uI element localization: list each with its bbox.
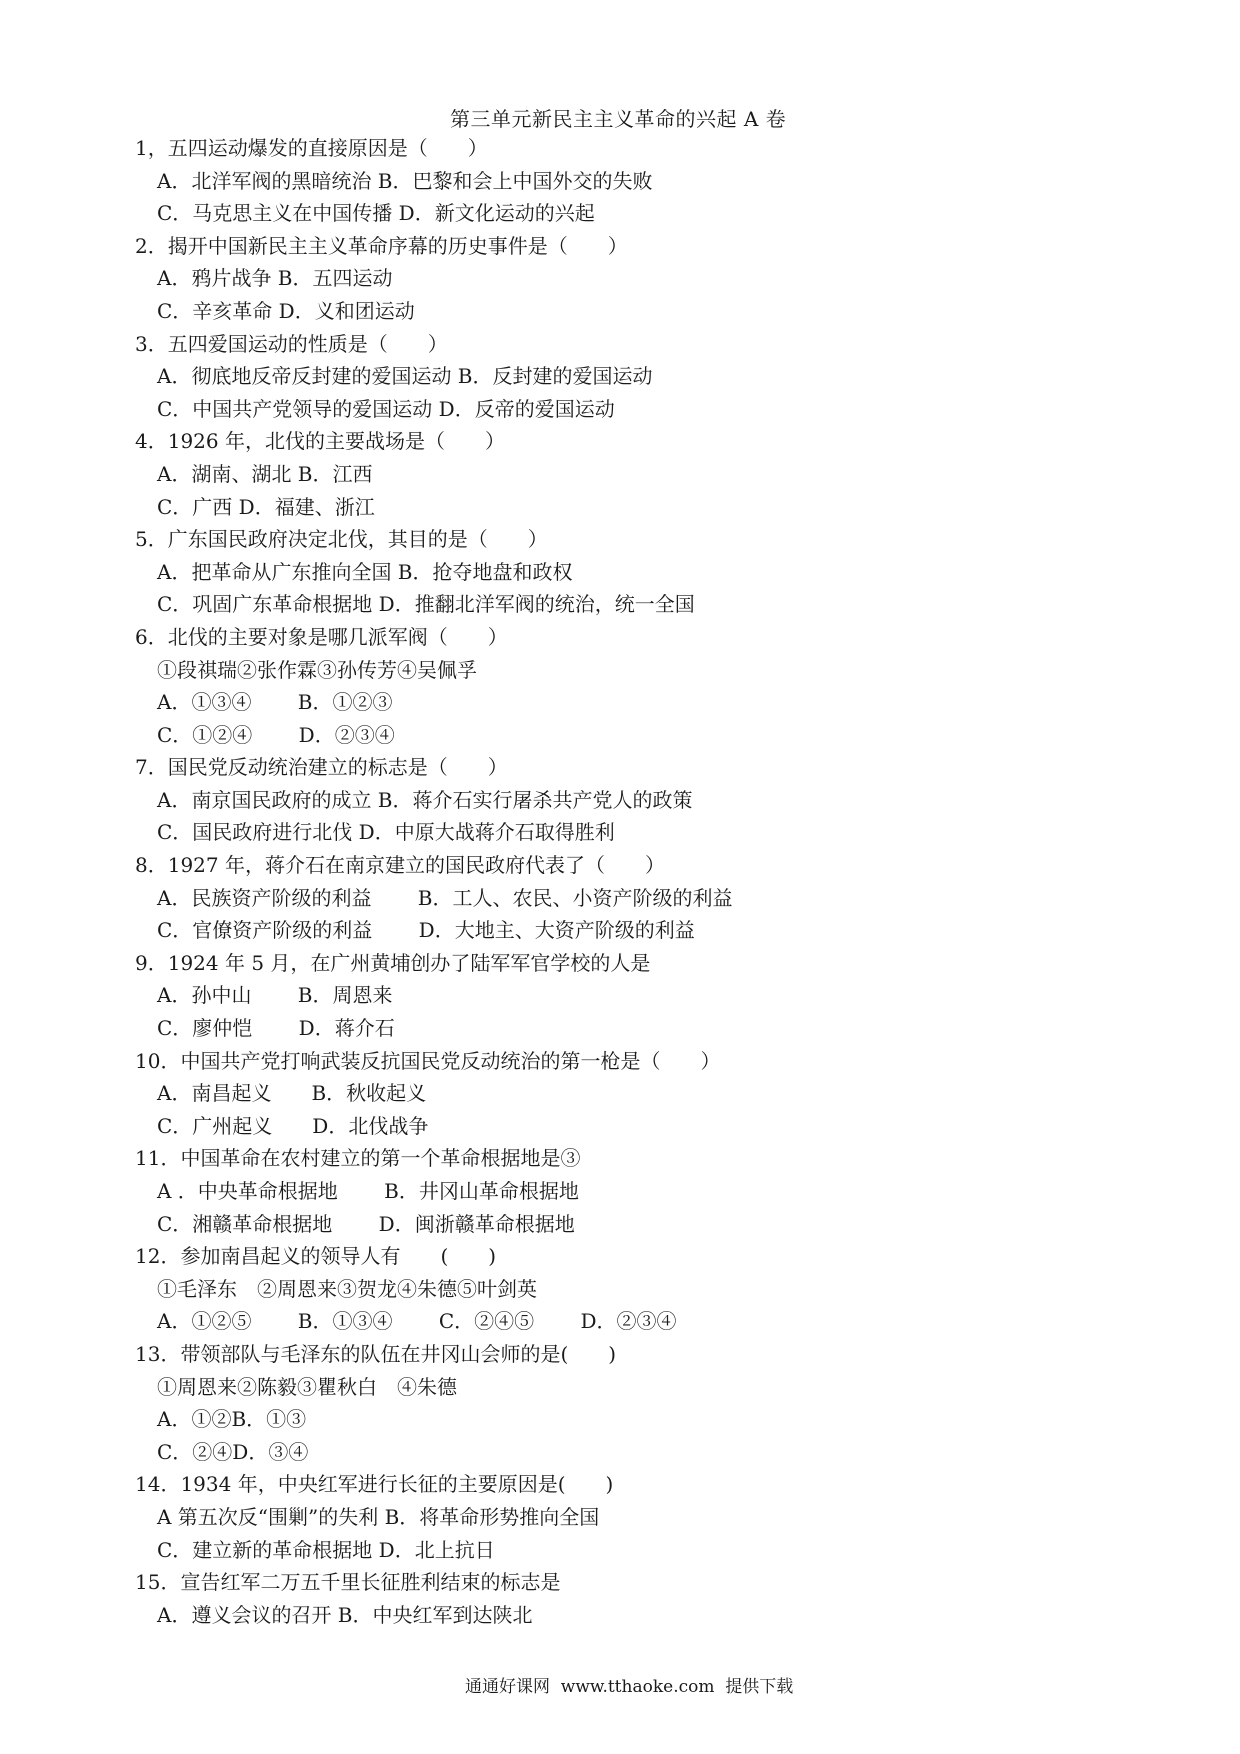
question-line: 12．参加南昌起义的领导人有 ( ) — [135, 1244, 497, 1269]
question-line: 9．1924 年 5 月，在广州黄埔创办了陆军军官学校的人是 — [135, 950, 651, 975]
option-line: A．彻底地反帝反封建的爱国运动 B．反封建的爱国运动 — [157, 364, 653, 389]
question-line: 4．1926 年，北伐的主要战场是（ ） — [135, 429, 505, 454]
option-line: C．国民政府进行北伐 D．中原大战蒋介石取得胜利 — [157, 820, 615, 845]
option-line: C．辛亥革命 D．义和团运动 — [157, 298, 415, 323]
option-line: A．南京国民政府的成立 B．蒋介石实行屠杀共产党人的政策 — [157, 787, 693, 812]
question-line: 11．中国革命在农村建立的第一个革命根据地是③ — [135, 1146, 581, 1171]
option-line: A．①②⑤ B．①③④ C．②④⑤ D．②③④ — [157, 1309, 677, 1334]
option-line: A．南昌起义 B．秋收起义 — [157, 1081, 427, 1106]
option-line: A．湖南、湖北 B．江西 — [157, 461, 373, 486]
question-line: 6．北伐的主要对象是哪几派军阀（ ） — [135, 624, 508, 649]
question-line: 3．五四爱国运动的性质是（ ） — [135, 331, 448, 356]
question-list — [135, 132, 1135, 1631]
question-line: 7．国民党反动统治建立的标志是（ ） — [135, 755, 508, 780]
option-line: C．廖仲恺 D．蒋介石 — [157, 1016, 395, 1041]
option-line: A．①②B．①③ — [157, 1407, 307, 1432]
question-line: 13．带领部队与毛泽东的队伍在井冈山会师的是( ) — [135, 1341, 617, 1366]
option-line: C．湘赣革命根据地 D．闽浙赣革命根据地 — [157, 1211, 575, 1236]
option-line: A．孙中山 B．周恩来 — [157, 983, 393, 1008]
option-line: A ．中央革命根据地 B．井冈山革命根据地 — [157, 1179, 579, 1203]
question-line: 2．揭开中国新民主主义革命序幕的历史事件是（ ） — [135, 233, 628, 258]
page-footer: 通通好课网 www.tthaoke.com 提供下载 — [465, 1677, 794, 1697]
option-line: A．遵义会议的召开 B．中央红军到达陕北 — [157, 1602, 533, 1627]
option-line: A 第五次反“围剿”的失利 B．将革命形势推向全国 — [157, 1504, 600, 1529]
question-line: 1，五四运动爆发的直接原因是（ ） — [135, 136, 488, 160]
option-line: A．民族资产阶级的利益 B．工人、农民、小资产阶级的利益 — [157, 885, 733, 910]
question-line: 8．1927 年，蒋介石在南京建立的国民政府代表了（ ） — [135, 853, 665, 878]
option-line: C．①②④ D．②③④ — [157, 722, 395, 747]
option-line: A．鸦片战争 B．五四运动 — [157, 266, 393, 291]
option-line: C．广州起义 D．北伐战争 — [157, 1113, 429, 1138]
option-line: C．巩固广东革命根据地 D．推翻北洋军阀的统治，统一全国 — [157, 592, 695, 617]
option-line: ①段祺瑞②张作霖③孙传芳④吴佩孚 — [157, 657, 477, 682]
option-line: C．②④D．③④ — [157, 1439, 309, 1464]
page-title: 第三单元新民主主义革命的兴起 A 卷 — [450, 107, 787, 131]
option-line: C．官僚资产阶级的利益 D．大地主、大资产阶级的利益 — [157, 918, 695, 943]
question-line: 14．1934 年，中央红军进行长征的主要原因是( ) — [135, 1472, 614, 1497]
option-line: ①毛泽东 ②周恩来③贺龙④朱德⑤叶剑英 — [157, 1276, 537, 1301]
option-line: A．北洋军阀的黑暗统治 B．巴黎和会上中国外交的失败 — [157, 168, 653, 193]
option-line: A．把革命从广东推向全国 B．抢夺地盘和政权 — [157, 559, 573, 584]
question-line: 5．广东国民政府决定北伐，其目的是（ ） — [135, 527, 548, 552]
option-line: C．广西 D．福建、浙江 — [157, 494, 375, 519]
option-line: ①周恩来②陈毅③瞿秋白 ④朱德 — [157, 1374, 457, 1399]
option-line: C．建立新的革命根据地 D．北上抗日 — [157, 1537, 495, 1562]
question-line: 15．宣告红军二万五千里长征胜利结束的标志是 — [135, 1570, 561, 1595]
option-line: C．中国共产党领导的爱国运动 D．反帝的爱国运动 — [157, 396, 615, 421]
question-line: 10．中国共产党打响武装反抗国民党反动统治的第一枪是（ ） — [135, 1048, 721, 1073]
option-line: C．马克思主义在中国传播 D．新文化运动的兴起 — [157, 201, 595, 226]
option-line: A．①③④ B．①②③ — [157, 690, 393, 715]
